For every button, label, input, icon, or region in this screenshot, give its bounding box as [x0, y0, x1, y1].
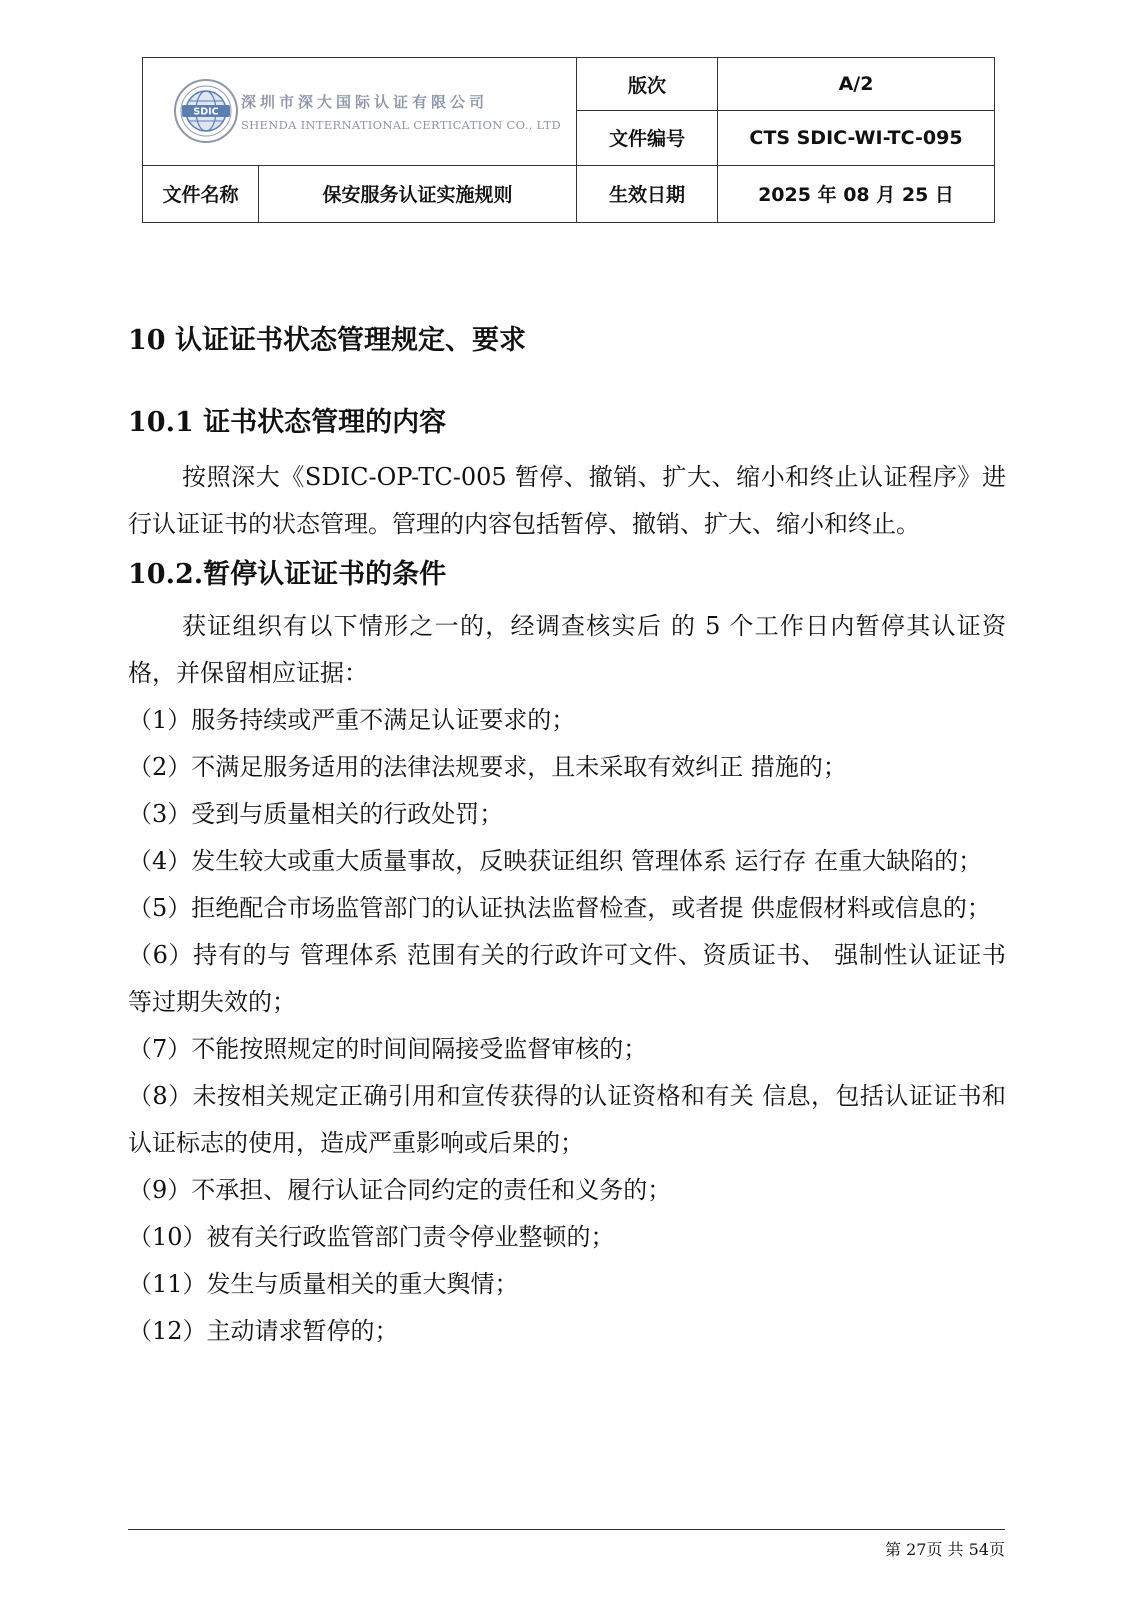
logo-emblem-text: SDIC — [193, 106, 219, 118]
list-item: （7）不能按照规定的时间间隔接受监督审核的； — [128, 1035, 648, 1063]
list-item: （12）主动请求暂停的； — [128, 1317, 399, 1345]
suspension-conditions-list — [128, 697, 1006, 1355]
list-item: （4）发生较大或重大质量事故，反映获证组织 管理体系 运行存 在重大缺陷的； — [128, 847, 983, 875]
version-label: 版次 — [577, 58, 718, 111]
list-item: （10）被有关行政监管部门责令停业整顿的； — [128, 1223, 615, 1251]
company-logo-cell — [143, 58, 577, 166]
list-item: （2）不满足服务适用的法律法规要求，且未采取有效纠正 措施的； — [128, 753, 847, 781]
section-10-2-intro: 获证组织有以下情形之一的，经调查核实后 的 5 个工作日内暂停其认证资格，并保留相应证据： — [128, 612, 1006, 687]
doc-number-label: 文件编号 — [577, 111, 718, 165]
effective-date-label: 生效日期 — [577, 165, 718, 222]
list-item: （3）受到与质量相关的行政处罚； — [128, 800, 504, 828]
page-number: 第 27页 共 54页 — [885, 1540, 1005, 1559]
doc-name-value: 保安服务认证实施规则 — [259, 165, 577, 222]
company-name-en: SHENDA INTERNATIONAL CERTICATION CO., LTD — [241, 117, 562, 132]
section-10-2-heading: 10.2.暂停认证证书的条件 — [128, 559, 447, 590]
version-value: A/2 — [718, 58, 995, 111]
document-header-table — [142, 57, 995, 223]
doc-name-label: 文件名称 — [143, 165, 259, 222]
list-item: （6）持有的与 管理体系 范围有关的行政许可文件、资质证书、 强制性认证证书等过期失效的； — [128, 941, 1006, 1016]
section-10-1-paragraph: 按照深大《SDIC-OP-TC-005 暂停、撤销、扩大、缩小和终止认证程序》进行认证证书的状态管理。管理的内容包括暂停、撤销、扩大、缩小和终止。 — [128, 463, 1006, 538]
list-item: （1）服务持续或严重不满足认证要求的； — [128, 706, 576, 734]
company-name-cn: 深圳市深大国际认证有限公司 — [241, 92, 489, 111]
list-item: （9）不承担、履行认证合同约定的责任和义务的； — [128, 1176, 672, 1204]
effective-date-value: 2025 年 08 月 25 日 — [718, 165, 995, 222]
section-10-heading: 10 认证证书状态管理规定、要求 — [128, 325, 526, 356]
company-logo-icon — [173, 78, 239, 144]
footer-divider — [128, 1529, 1005, 1530]
section-10-1-heading: 10.1 证书状态管理的内容 — [128, 407, 447, 438]
list-item: （11）发生与质量相关的重大舆情； — [128, 1270, 519, 1298]
list-item: （5）拒绝配合市场监管部门的认证执法监督检查，或者提 供虚假材料或信息的； — [128, 894, 991, 922]
doc-number-value: CTS SDIC-WI-TC-095 — [718, 111, 995, 165]
list-item: （8）未按相关规定正确引用和宣传获得的认证资格和有关 信息，包括认证证书和认证标志的使用，造成严重影响或后果的； — [128, 1082, 1006, 1157]
